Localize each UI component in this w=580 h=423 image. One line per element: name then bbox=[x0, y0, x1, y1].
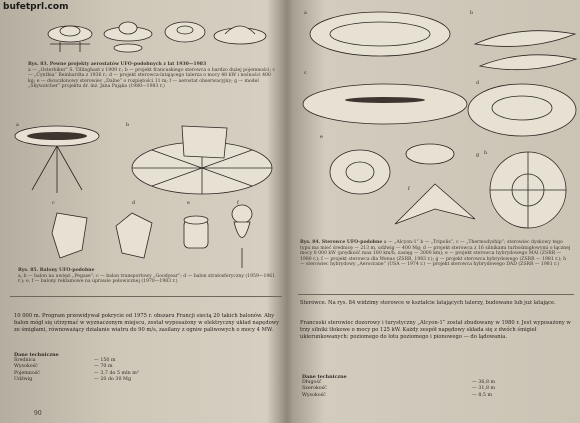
figure-85-caption-text: a, b — balon na uwięzi „Pegase”; c — balon transportowy „Goodyear”; d — balon stratosferyczny (1959—1961 r.); e, f — balony reklamowe na uprawie połowicznej (1970—1983 r.) bbox=[18, 273, 276, 285]
svg-text:b: b bbox=[126, 123, 130, 128]
fig-label: h bbox=[484, 151, 488, 156]
spec-value: — 36,8 m bbox=[472, 380, 496, 386]
spec-key: Udźwig bbox=[14, 376, 33, 382]
spec-key: Pojemność bbox=[14, 370, 40, 376]
left-divider bbox=[10, 296, 282, 297]
figure-84-caption bbox=[300, 240, 572, 268]
watermark: bufetprl.com bbox=[3, 2, 69, 12]
right-page bbox=[292, 0, 580, 423]
spec-key: Wysokość bbox=[14, 364, 38, 370]
spec-key: Średnica bbox=[14, 358, 36, 364]
figure-84-caption-text: a — „Alcyon-1” b — „Tripolis”, c — „Thermodyship”; sterowiec dyskowy tego typu ma mieć średnicę — 213 m, udźwig — 400 Mg; d — projekt sterowca z 16 silnikami turbośmigłowymi o łącznej mocy 8 000 kW (prędkość max 180 km/h, zasięg — 3000 km); e — projekt sterowca hybrydowego MAI (ZSRR — 1980 r.); f — projekt sterowca dla Wenus (ZSRR, 1983 r.); g — projekt sterowca hybrydowego (ZSRR — 1981 r.); h — sterowiec hybrydowy „Aerocrane” (USA — 1974 r.) — projekt sterowca hybrydowego DAD (ZSRR — 1981 r.) bbox=[300, 240, 571, 268]
fig-label: g bbox=[476, 153, 480, 158]
left-spec-title: Dane techniczne bbox=[14, 352, 59, 358]
left-body-text: 10 000 m. Program przewidywał pokrycie od 1975 r. obszaru Francji siecią 20 takich balonów. Aby balon mógł się utrzymać w wyznaczonym miejscu, został wyposażony w elektryczny układ napędowy ze śmigłami, równoważący działanie wiatru do 90 m/s, zasilany z ogniw paliwowych o mocy 4 MW. bbox=[14, 313, 280, 333]
spec-value: — 8,5 m bbox=[472, 392, 493, 398]
fig-label: d bbox=[476, 81, 480, 86]
figure-83-illustrations bbox=[40, 14, 280, 64]
spec-value: — 3,7 do 5 mln m³ bbox=[94, 370, 139, 376]
spec-key: Wysokość bbox=[302, 392, 326, 398]
figure-84-illustrations bbox=[300, 4, 576, 234]
right-divider bbox=[298, 294, 574, 295]
left-page bbox=[0, 0, 284, 423]
figure-85-illustrations bbox=[12, 118, 282, 273]
spec-row bbox=[14, 377, 154, 383]
svg-text:a: a bbox=[16, 123, 19, 128]
figure-84-caption-head: Rys. 84. Sterowce UFO-podobne bbox=[300, 240, 383, 245]
spec-value: — 20 do 30 Mg bbox=[94, 376, 132, 382]
svg-text:f: f bbox=[237, 201, 239, 206]
fig-label: f bbox=[408, 187, 410, 192]
figure-83-caption-text: a — „Osterbiker” S. Tillinghast z 1909 r.; b — projekt francuskiego sterowca o bardzo dużej pojemności; c — „Cynthia” Reinhardta z 1936 r.; d — projekt sterowca-latającego talerza o mocy 48 kW i nośności 400 kg; e — dwuczłonowy sterowiec „Dalne” o rozpiętości 11 m; f — aerostat obserwacyjny; g — model „Skywatcher” projektu dr. inż. Jana Pająka (1980—1983 r.) bbox=[28, 67, 276, 90]
fig-label: c bbox=[304, 71, 307, 76]
right-specs bbox=[302, 374, 532, 399]
figure-83-caption-head: Rys. 83. Pewne projekty aerostatów UFO-podobnych z lat 1930—1983 bbox=[28, 62, 207, 67]
fig-label: e bbox=[320, 135, 323, 140]
spec-key: Szerokość bbox=[302, 386, 327, 392]
spec-value: — 70 m bbox=[94, 364, 113, 370]
svg-text:c: c bbox=[52, 201, 55, 206]
svg-text:d: d bbox=[132, 201, 136, 206]
spec-value: — 150 m bbox=[94, 358, 116, 364]
spec-row bbox=[302, 393, 532, 399]
left-page-number: 90 bbox=[34, 410, 42, 417]
right-body-text: Francuski sterowiec dozorowy i turystyczny „Alcyon-1” został zbudowany w 1980 r. Jest wyposażony w trzy silniki tłokowe o mocy po 125 kW. Każdy zespół napędowy składa się z dwóch śmigieł ukierunkowanych: poziomego do lotu poziomego i pionowego — do lądowania. bbox=[300, 320, 571, 340]
spec-key: Długość bbox=[302, 380, 322, 386]
fig-label: b bbox=[470, 11, 474, 16]
right-body-intro: Sterowce. Na rys. 84 widzimy sterowce w kształcie latających talerzy, budowane lub już latające. bbox=[300, 300, 556, 306]
figure-85-caption-head: Rys. 85. Balony UFO-podobne bbox=[18, 268, 95, 273]
left-specs bbox=[14, 352, 154, 383]
fig-label: a bbox=[304, 11, 307, 16]
right-spec-title: Dane techniczne bbox=[302, 374, 347, 380]
svg-text:e: e bbox=[187, 201, 190, 206]
figure-85-caption bbox=[18, 268, 280, 285]
figure-83-caption bbox=[28, 62, 276, 90]
spec-value: — 31,8 m bbox=[472, 386, 496, 392]
